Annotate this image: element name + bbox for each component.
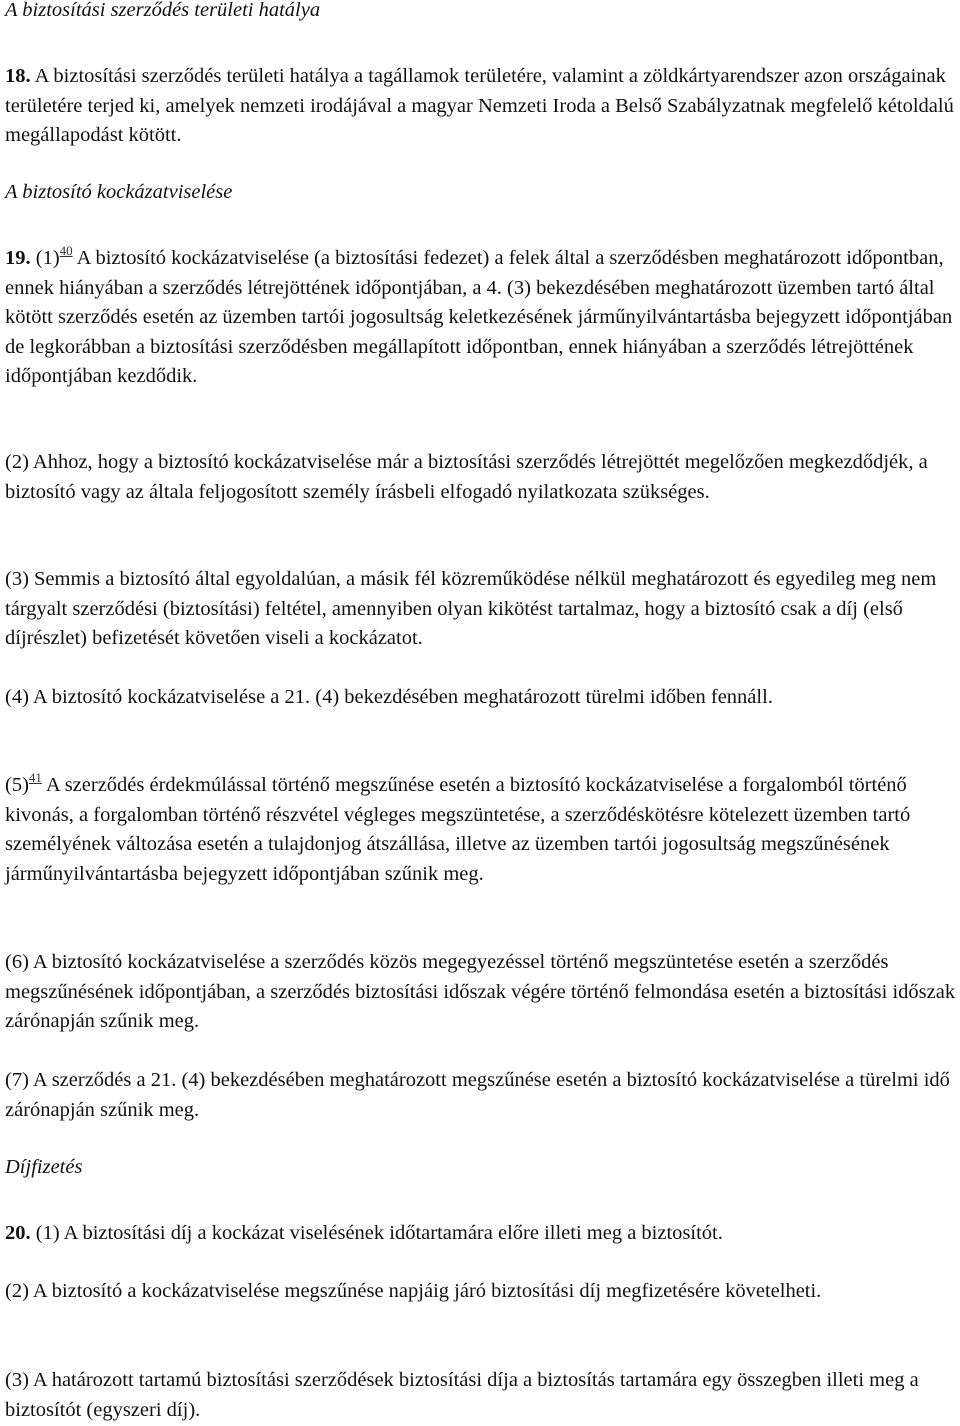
paragraph-text: A biztosítási szerződés területi hatálya a tagállamok területére, valamint a zöldkártyarendszer azon országainak területére terjed ki, amelyek nemzeti irodájával a magyar Nemzeti Iroda a Belső Szabályzatnak megfelelő kétoldalú megállapodást kötött. <box>5 65 954 146</box>
section-20-paragraph-1 <box>5 1219 957 1249</box>
section-19-paragraph-2: (2) Ahhoz, hogy a biztosító kockázatviselése már a biztosítási szerződés létrejöttét megelőzően megkezdődjék, a biztosító vagy az általa feljogosított személy írásbeli elfogadó nyilatkozata szükséges. <box>5 451 928 503</box>
section-19-paragraph-5 <box>5 771 957 889</box>
section-number: 19. <box>5 247 31 269</box>
footnote-link-41[interactable]: 41 <box>28 770 42 785</box>
section-19-paragraph-3: (3) Semmis a biztosító által egyoldalúan, a másik fél közreműködése nélkül meghatározott és egyedileg meg nem tárgyalt szerződési (biztosítási) feltétel, amennyiben olyan kikötést tartalmaz, hogy a biztosító csak a díj (első díjrészlet) befizetését követően viseli a kockázatot. <box>5 568 937 649</box>
section-19-paragraph-7: (7) A szerződés a 21. (4) bekezdésében meghatározott megszűnése esetén a biztosító kockázatviselése a türelmi idő zárónapján szűnik meg. <box>5 1069 950 1121</box>
section-20-paragraph-2: (2) A biztosító a kockázatviselése megszűnése napjáig járó biztosítási díj megfizetésére követelheti. <box>5 1280 822 1302</box>
section-number: 20. <box>5 1222 31 1244</box>
section-19-paragraph-1 <box>5 244 957 392</box>
paragraph-prefix: (5) <box>5 774 29 796</box>
paragraph-prefix: (1) <box>35 247 60 269</box>
section-number: 18. <box>5 65 31 87</box>
section-heading-risk-bearing: A biztosító kockázatviselése <box>5 181 233 203</box>
section-20-paragraph-3: (3) A határozott tartamú biztosítási szerződések biztosítási díja a biztosítás tartamára egy összegben illeti meg a biztosítót (egyszeri díj). <box>5 1369 919 1421</box>
section-19-paragraph-4: (4) A biztosító kockázatviselése a 21. (4) bekezdésében meghatározott türelmi időben fennáll. <box>5 686 773 708</box>
paragraph-text: A szerződés érdekmúlással történő megszűnése esetén a biztosító kockázatviselése a forgalomból történő kivonás, a forgalomban történő részvétel végleges megszüntetése, a szerződéskötésre kötelezett üzemben tartó személyének változása esetén a tulajdonjog átszállása, illetve az üzemben tartói jogosultság megszűnésének járműnyilvántartásba bejegyzett időpontjában szűnik meg. <box>5 774 911 885</box>
section-18-paragraph <box>5 62 957 151</box>
paragraph-text: (1) A biztosítási díj a kockázat viselésének időtartamára előre illeti meg a biztosítót. <box>30 1222 723 1244</box>
section-heading-premium-payment: Díjfizetés <box>5 1156 83 1178</box>
section-heading-territorial-scope: A biztosítási szerződés területi hatálya <box>5 0 321 21</box>
paragraph-text: A biztosító kockázatviselése (a biztosítási fedezet) a felek által a szerződésben meghatározott időpontban, ennek hiányában a szerződés létrejöttének időpontjában, a 4. (3) bekezdésében meghatározott üzemben tartó által kötött szerződés esetén az üzemben tartói jogosultság keletkezésének járműnyilvántartásba bejegyzett időpontjában de legkorábban a biztosítási szerződésben megállapított időpontban, ennek hiányában a szerződés létrejöttének időpontjában kezdődik. <box>5 247 953 387</box>
footnote-link-40[interactable]: 40 <box>59 243 73 258</box>
section-19-paragraph-6: (6) A biztosító kockázatviselése a szerződés közös megegyezéssel történő megszüntetése esetén a szerződés megszűnésének időpontjában, a szerződés biztosítási időszak végére történő felmondása esetén a biztosítási időszak zárónapján szűnik meg. <box>5 951 956 1032</box>
